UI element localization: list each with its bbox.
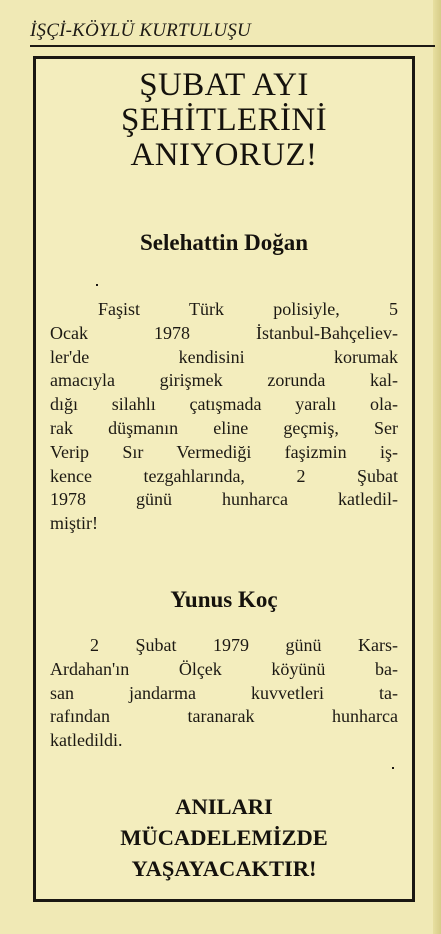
paragraph-line: 2 Şubat 1979 günü Kars-	[90, 635, 398, 655]
publication-header: İŞÇİ-KÖYLÜ KURTULUŞU	[30, 20, 251, 41]
martyr-paragraph	[50, 322, 398, 536]
title-line: ŞUBAT AYI	[139, 67, 309, 103]
paragraph-line: katledildi.	[50, 730, 123, 751]
paragraph-line: rak düşmanın eline geçmiş, Ser	[50, 417, 398, 438]
paragraph-line: ler'de kendisini korumak	[50, 346, 398, 367]
paragraph-line: dığı silahlı çatışmada yaralı ola-	[50, 394, 398, 415]
notice-title	[36, 69, 412, 174]
martyr-name: Selehattin Doğan	[139, 230, 309, 255]
paragraph-line: amacıyla girişmek zorunda kal-	[50, 370, 398, 391]
title-line: ANIYORUZ!	[130, 137, 318, 173]
paragraph-line: rafından taranarak hunharca	[50, 706, 398, 727]
martyr-name: Yunus Koç	[170, 587, 278, 612]
header-rule	[30, 45, 435, 47]
title-line: ŞEHİTLERİNİ	[120, 102, 328, 138]
paragraph-line: kence tezgahlarında, 2 Şubat	[50, 465, 398, 486]
paragraph-line: Ocak 1978 İstanbul-Bahçeliev-	[50, 322, 398, 343]
closing-slogan	[36, 791, 412, 884]
paragraph-line: san jandarma kuvvetleri ta-	[50, 682, 398, 703]
martyr-paragraph	[50, 634, 398, 658]
closing-line: YAŞAYACAKTIR!	[131, 856, 317, 881]
martyr-paragraph	[50, 658, 398, 753]
closing-line: ANILARI	[175, 794, 273, 819]
paragraph-line: 1978 günü hunharca katledil-	[50, 489, 398, 510]
paragraph-line: miştir!	[50, 513, 98, 534]
page-edge	[433, 0, 441, 934]
closing-line: MÜCADELEMİZDE	[120, 825, 328, 850]
paragraph-line: Ardahan'ın Ölçek köyünü ba-	[50, 658, 398, 679]
paragraph-line: Verip Sır Vermediği faşizmin iş-	[50, 441, 398, 462]
print-speck	[96, 284, 98, 286]
paragraph-line: Faşist Türk polisiyle, 5	[98, 299, 398, 319]
print-speck	[392, 767, 394, 769]
memorial-notice-box	[33, 56, 415, 902]
martyr-paragraph	[50, 298, 398, 322]
